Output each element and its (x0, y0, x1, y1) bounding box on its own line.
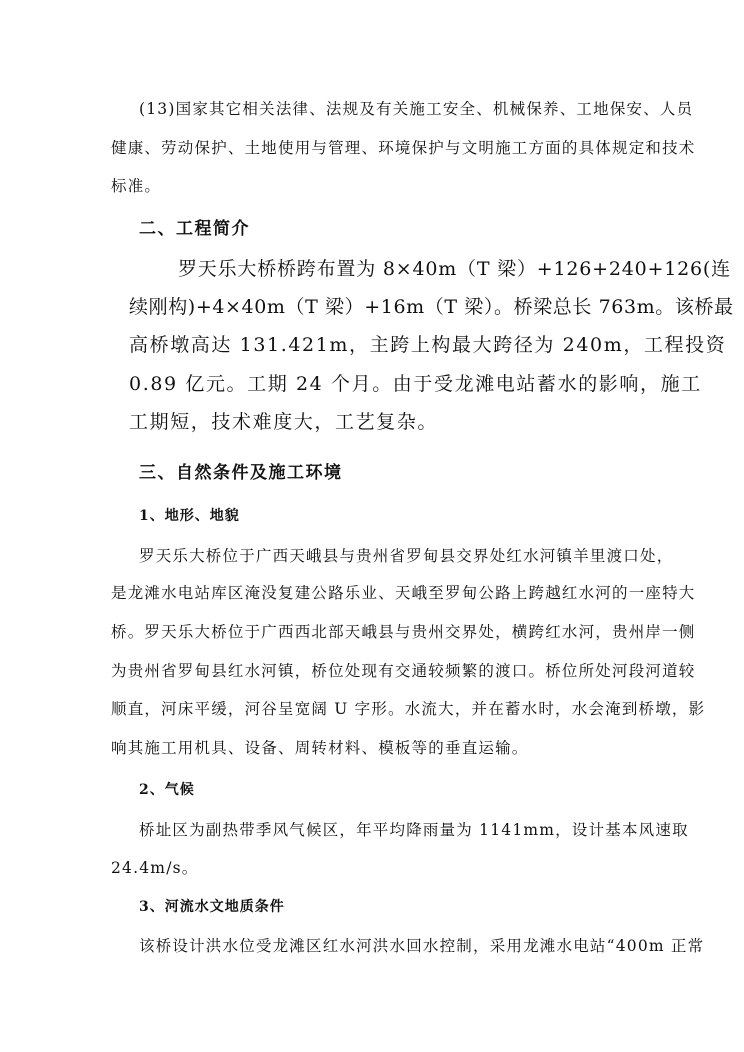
terrain-line-4: 为贵州省罗甸县红水河镇，桥位处现有交通较频繁的渡口。桥位所处河段河道较 (111, 662, 696, 680)
subheading-terrain: 1、地形、地貌 (139, 508, 240, 524)
intro-line-3: 标准。 (111, 177, 162, 195)
terrain-line-5: 顺直，河床平缓，河谷呈宽阔 U 字形。水流大，并在蓄水时，水会淹到桥墩，影 (111, 700, 706, 718)
climate-line-1: 桥址区为副热带季风气候区，年平均降雨量为 1141mm，设计基本风速取 (139, 821, 689, 839)
hydrology-line-1: 该桥设计洪水位受龙滩区红水河洪水回水控制，采用龙滩水电站“400m 正常 (139, 937, 705, 955)
terrain-line-1: 罗天乐大桥位于广西天峨县与贵州省罗甸县交界处红水河镇羊里渡口处， (139, 547, 674, 565)
subheading-hydrology: 3、河流水文地质条件 (139, 899, 285, 915)
terrain-line-6: 响其施工用机具、设备、周转材料、模板等的垂直运输。 (111, 739, 529, 757)
terrain-line-3: 桥。罗天乐大桥位于广西西北部天峨县与贵州交界处，横跨红水河，贵州岸一侧 (111, 623, 696, 641)
subheading-climate: 2、气候 (139, 782, 195, 798)
overview-line-5: 工期短，技术难度大，工艺复杂。 (129, 411, 439, 433)
overview-line-1: 罗天乐大桥桥跨布置为 8×40m（T 梁）+126+240+126(连 (178, 258, 731, 280)
overview-line-3: 高桥墩高达 131.421m，主跨上构最大跨径为 240m，工程投资 (129, 334, 727, 356)
section-heading-project-overview: 二、工程简介 (139, 219, 250, 239)
overview-line-4: 0.89 亿元。工期 24 个月。由于受龙滩电站蓄水的影响，施工 (129, 373, 702, 395)
section-heading-natural-conditions: 三、自然条件及施工环境 (139, 463, 343, 483)
intro-line-2: 健康、劳动保护、土地使用与管理、环境保护与文明施工方面的具体规定和技术 (111, 139, 696, 157)
overview-line-2: 续刚构)+4×40m（T 梁）+16m（T 梁）。桥梁总长 763m。该桥最 (129, 296, 734, 318)
climate-line-2: 24.4m/s。 (111, 859, 199, 877)
terrain-line-2: 是龙滩水电站库区淹没复建公路乐业、天峨至罗甸公路上跨越红水河的一座特大 (111, 584, 696, 602)
intro-line-1: (13)国家其它相关法律、法规及有关施工安全、机械保养、工地保安、人员 (139, 100, 694, 118)
